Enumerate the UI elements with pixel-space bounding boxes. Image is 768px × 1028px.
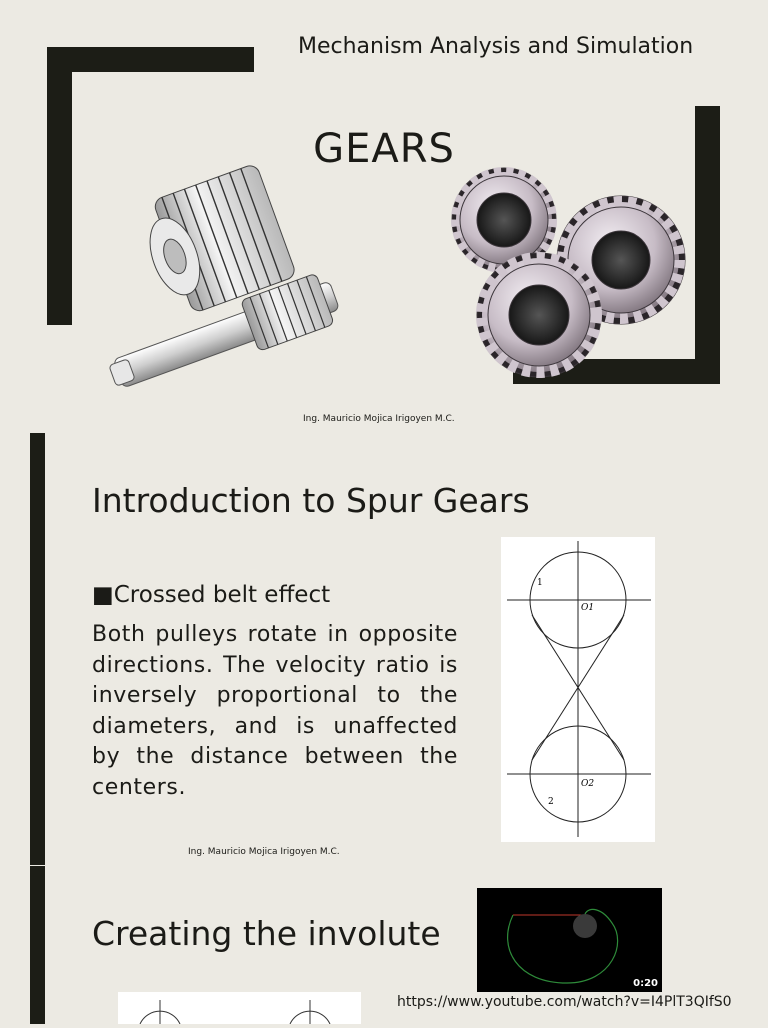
slide-title: GEARS bbox=[313, 126, 455, 172]
slide-3-heading: Creating the involute bbox=[92, 914, 441, 953]
slide-1-credit: Ing. Mauricio Mojica Irigoyen M.C. bbox=[303, 414, 455, 424]
bullet-crossed-belt: ■Crossed belt effect bbox=[92, 582, 331, 608]
corner-frame-top-left-horizontal bbox=[47, 47, 254, 72]
slide-3-left-bar bbox=[30, 866, 45, 1024]
crossed-belt-figure bbox=[501, 537, 655, 842]
involute-figure-circles bbox=[118, 992, 361, 1024]
course-title: Mechanism Analysis and Simulation bbox=[298, 34, 694, 59]
involute-video[interactable] bbox=[477, 888, 662, 992]
slide-2-credit: Ing. Mauricio Mojica Irigoyen M.C. bbox=[188, 847, 340, 857]
center-1-label: O1 bbox=[581, 603, 595, 613]
involute-animation-frame bbox=[477, 888, 662, 992]
video-timestamp: 0:20 bbox=[633, 978, 658, 989]
video-link[interactable]: https://www.youtube.com/watch?v=I4PlT3QIfS0 bbox=[397, 994, 732, 1010]
involute-figure-partial bbox=[118, 992, 361, 1024]
pulley-1-label: 1 bbox=[537, 578, 543, 588]
slide-2-left-bar bbox=[30, 433, 45, 865]
center-2-label: O2 bbox=[581, 779, 595, 789]
crossed-belt-diagram bbox=[501, 537, 655, 842]
pulley-2-label: 2 bbox=[548, 797, 554, 807]
slide-2-heading: Introduction to Spur Gears bbox=[92, 481, 530, 520]
three-gears-image bbox=[444, 165, 694, 385]
gear-shaft-image bbox=[100, 160, 360, 395]
crossed-belt-description: Both pulleys rotate in opposite directions. The velocity ratio is inversely proportional to the diameters, and is unaffected by the distance between the centers. bbox=[92, 622, 458, 800]
corner-frame-top-left-vertical bbox=[47, 47, 72, 325]
